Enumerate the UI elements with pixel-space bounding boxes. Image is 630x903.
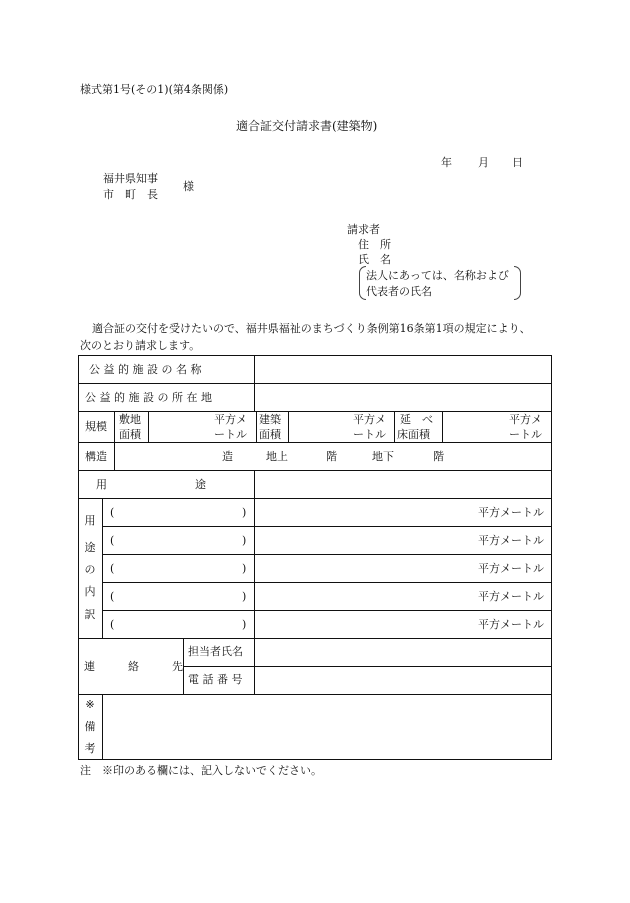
- contact-phone-label: 電 話 番 号: [188, 673, 243, 686]
- requester-address-label: 住 所: [358, 238, 391, 251]
- building-area-label-l1: 建築: [259, 413, 281, 426]
- remarks-mark: ※: [85, 698, 95, 711]
- addressee-honorific: 様: [183, 180, 194, 193]
- table-border-left: [78, 355, 79, 760]
- breakdown-label-char-2: 途: [84, 541, 96, 554]
- document-title: 適合証交付請求書(建築物): [236, 119, 378, 133]
- requester-note-line1: 法人にあっては、名称および: [366, 269, 509, 282]
- facility-name-field[interactable]: [256, 357, 550, 382]
- date-year: 年: [441, 156, 452, 169]
- structure-label: 構造: [85, 450, 107, 463]
- left-bracket: [359, 266, 366, 300]
- building-area-unit-l2: ートル: [353, 428, 386, 441]
- table-border-bottom: [78, 759, 552, 760]
- breakdown-unit: 平方メートル: [478, 618, 544, 631]
- use-label: 用 途: [96, 478, 206, 491]
- structure-zou: 造: [222, 450, 233, 463]
- breakdown-label-char-4: 内: [84, 585, 96, 598]
- requester-heading: 請求者: [347, 223, 380, 236]
- total-floor-unit-l1: 平方メ: [509, 413, 542, 426]
- breakdown-unit: 平方メートル: [478, 506, 544, 519]
- remarks-label-char-1: 備: [84, 720, 96, 733]
- breakdown-unit: 平方メートル: [478, 590, 544, 603]
- building-area-unit-l1: 平方メ: [353, 413, 386, 426]
- request-form-table: [78, 355, 552, 760]
- contact-person-label: 担当者氏名: [188, 645, 243, 658]
- remarks-label-char-2: 考: [84, 742, 96, 755]
- addressee-governor: 福井県知事: [103, 172, 158, 185]
- structure-floors-above: 階: [326, 450, 337, 463]
- addressee-mayor: 市 町 長: [103, 188, 158, 201]
- site-area-unit-l1: 平方メ: [214, 413, 247, 426]
- breakdown-open-paren: (: [110, 562, 115, 575]
- form-number: 様式第1号(その1)(第4条関係): [80, 83, 229, 96]
- facility-name-label: 公 益 的 施 設 の 名 称: [89, 363, 202, 376]
- facility-location-field[interactable]: [256, 385, 550, 410]
- facility-location-label: 公 益 的 施 設 の 所 在 地: [85, 391, 212, 404]
- structure-above-ground: 地上: [266, 450, 288, 463]
- total-floor-label-l1: 延 べ: [400, 413, 433, 426]
- contact-label: 連 絡 先: [84, 660, 183, 673]
- breakdown-label-char-1: 用: [84, 514, 96, 527]
- footnote: 注 ※印のある欄には、記入しないでください。: [80, 764, 322, 777]
- date-month: 月: [478, 156, 489, 169]
- body-text-line2: 次のとおり請求します。: [80, 339, 201, 352]
- breakdown-close-paren: ): [242, 506, 247, 519]
- breakdown-open-paren: (: [110, 590, 115, 603]
- site-area-unit-l2: ートル: [214, 428, 247, 441]
- breakdown-close-paren: ): [242, 534, 247, 547]
- table-border-right: [551, 355, 552, 760]
- breakdown-label-char-3: の: [84, 563, 96, 576]
- contact-person-field[interactable]: [256, 640, 550, 665]
- requester-name-label: 氏 名: [358, 253, 391, 266]
- date-day: 日: [512, 156, 523, 169]
- site-area-label-l1: 敷地: [119, 413, 141, 426]
- contact-phone-field[interactable]: [256, 668, 550, 693]
- breakdown-close-paren: ): [242, 562, 247, 575]
- structure-floors-below: 階: [433, 450, 444, 463]
- requester-note-line2: 代表者の氏名: [366, 285, 432, 298]
- body-text-line1: 適合証の交付を受けたいので、福井県福祉のまちづくり条例第16条第1項の規定により、: [92, 322, 531, 335]
- breakdown-open-paren: (: [110, 618, 115, 631]
- breakdown-open-paren: (: [110, 506, 115, 519]
- breakdown-unit: 平方メートル: [478, 562, 544, 575]
- breakdown-close-paren: ): [242, 590, 247, 603]
- total-floor-label-l2: 床面積: [397, 428, 430, 441]
- table-border-top: [78, 355, 552, 356]
- right-bracket: [514, 266, 521, 300]
- building-area-label-l2: 面積: [259, 428, 281, 441]
- breakdown-close-paren: ): [242, 618, 247, 631]
- breakdown-open-paren: (: [110, 534, 115, 547]
- structure-below-ground: 地下: [372, 450, 394, 463]
- total-floor-unit-l2: ートル: [509, 428, 542, 441]
- site-area-label-l2: 面積: [119, 428, 141, 441]
- breakdown-unit: 平方メートル: [478, 534, 544, 547]
- breakdown-label-char-5: 訳: [84, 608, 96, 621]
- use-field[interactable]: [256, 472, 550, 497]
- scale-label: 規模: [85, 420, 107, 433]
